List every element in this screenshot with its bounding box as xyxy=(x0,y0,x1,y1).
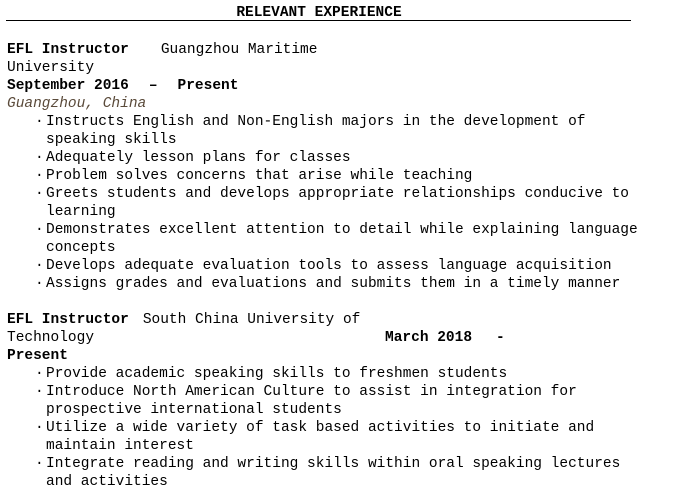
duties-list xyxy=(7,113,637,293)
employer-and-dates-line xyxy=(7,329,637,347)
list-item: · Instructs English and Non-English majors in the development of speaking skills xyxy=(7,113,646,149)
section-title: RELEVANT EXPERIENCE xyxy=(236,5,402,21)
date-start: March 2018 xyxy=(385,330,473,346)
job-title: EFL Instructor xyxy=(7,312,129,328)
list-item: · Develops adequate evaluation tools to assess language acquisition xyxy=(7,257,646,275)
date-end: Present xyxy=(177,78,239,94)
section-divider xyxy=(6,20,631,21)
job-entry-2 xyxy=(7,311,637,491)
list-item: · Problem solves concerns that arise while teaching xyxy=(7,167,646,185)
date-start: September 2016 xyxy=(7,78,129,94)
list-item: · Introduce North American Culture to assist in integration for prospective international students xyxy=(7,383,646,419)
list-item: · Utilize a wide variety of task based activities to initiate and maintain interest xyxy=(7,419,646,455)
duties-list xyxy=(7,365,637,491)
job-dates xyxy=(7,77,637,95)
job-header-line xyxy=(7,311,637,329)
list-item: · Adequately lesson plans for classes xyxy=(7,149,646,167)
list-item: · Integrate reading and writing skills within oral speaking lectures and activities xyxy=(7,455,646,491)
job-header-line xyxy=(7,41,637,59)
job-location: Guangzhou, China xyxy=(7,96,147,112)
list-item: · Assigns grades and evaluations and submits them in a timely manner xyxy=(7,275,646,293)
employer-name: South China University of xyxy=(142,312,361,328)
list-item: · Provide academic speaking skills to freshmen students xyxy=(7,365,646,383)
employer-name-continued: Technology xyxy=(7,330,95,346)
job-title: EFL Instructor xyxy=(7,42,129,58)
employer-name: Guangzhou Maritime xyxy=(160,42,318,58)
list-item: · Demonstrates excellent attention to detail while explaining language concepts xyxy=(7,221,646,257)
employer-name-continued: University xyxy=(7,60,95,76)
list-item: · Greets students and develops appropriate relationships conducive to learning xyxy=(7,185,646,221)
date-separator: – xyxy=(148,78,158,94)
job-entry-1 xyxy=(7,41,637,293)
date-end: Present xyxy=(7,348,68,364)
date-separator: - xyxy=(496,330,505,346)
